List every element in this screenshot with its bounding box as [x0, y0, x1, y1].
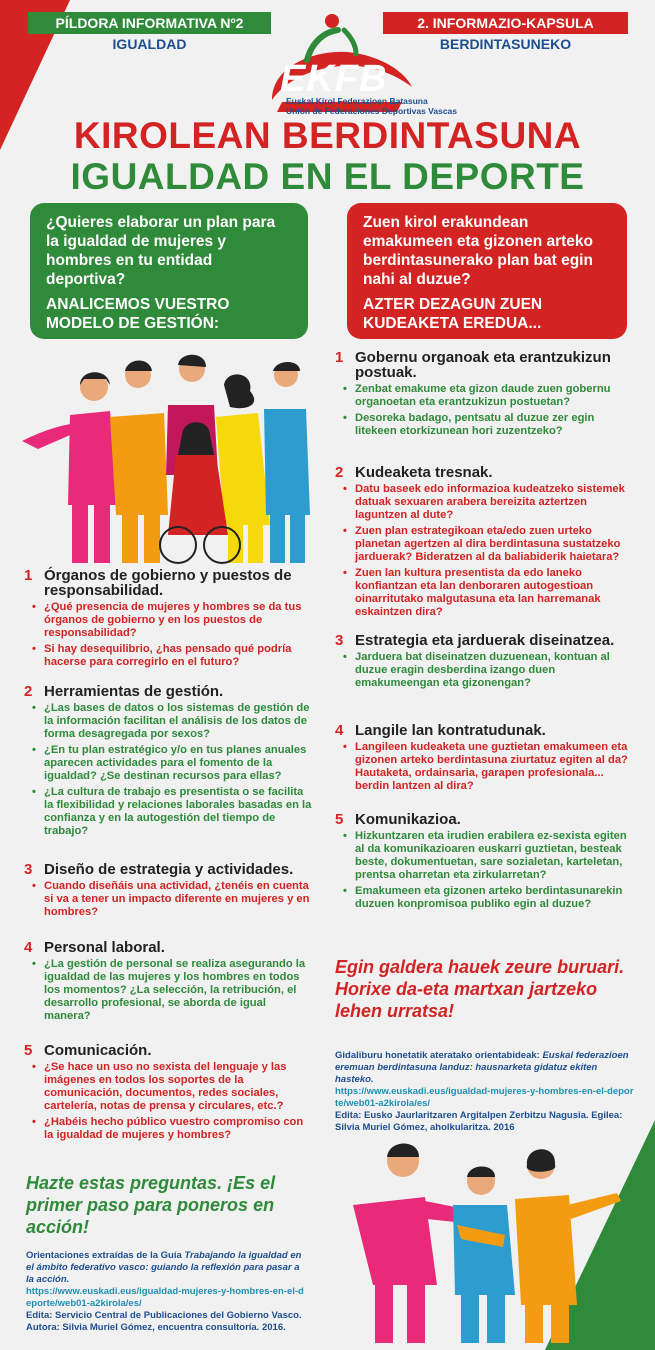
section-es-3 [24, 862, 314, 922]
source-credit: Edita: Eusko Jaurlaritzaren Argitalpen Zerbitzu Nagusia. Egilea: Silvia Muriel Gómez, aholkularitza. 2016 [335, 1110, 623, 1133]
source-link[interactable]: https://www.euskadi.eus/igualdad-mujeres-y-hombres-en-el-deporte/web01-a2kirola/es/ [335, 1086, 634, 1109]
section-title: Komunikazioa. [355, 811, 461, 828]
list-item: • ¿Se hace un uso no sexista del lenguaje y las imágenes en todos los soportes de la comunicación, documentos, redes sociales, cartelería, notas de prensa y circulares, etc.? [44, 1061, 314, 1113]
source-prefix: Gidaliburu honetatik ateratako orientabideak: [335, 1050, 543, 1061]
section-number: 2 [24, 683, 33, 700]
section-eu-3 [335, 633, 635, 693]
source-guide: Euskal federazioen eremuan berdintasuna landuz: hausnarketa gidatuz ekiten hasteko. [335, 1050, 629, 1085]
people-hugging-illustration [345, 1135, 635, 1345]
section-number: 2 [335, 464, 344, 481]
list-item: • ¿En tu plan estratégico y/o en tus planes anuales aparecen actividades para el fomento de la igualdad? ¿Se destinan recursos para ellas? [44, 744, 314, 783]
intro-box-eu [347, 203, 627, 339]
header-sub-eu: BERDINTASUNEKO [439, 36, 572, 52]
list-item: • Desoreka badago, pentsatu al duzue zer egin litekeen etorkizunean hori zuzentzeko? [355, 412, 635, 438]
intro-call-eu: AZTER DEZAGUN ZUEN KUDEAKETA EREDUA... [363, 296, 543, 332]
list-item: • Cuando diseñáis una actividad, ¿tenéis en cuenta si va a tener un impacto diferente en mujeres y en hombres? [44, 880, 314, 919]
list-item: • Hizkuntzaren eta irudien erabilera ez-sexista egiten al da komunikazioaren euskarri guztietan, besteak beste, dokumentuetan, sare sozialetan, karteletan, prentsa oharretan eta zirkularretan? [355, 830, 635, 882]
source-eu [335, 1050, 635, 1134]
header-label-es: PÍLDORA INFORMATIVA Nº2 [28, 12, 271, 34]
cta-eu: Egin galdera hauek zeure buruari. Horixe da-eta martxan jartzeko lehen urratsa! [335, 957, 625, 1021]
list-item: • ¿Las bases de datos o los sistemas de gestión de la información facilitan el análisis de los datos de forma desagregada por sexos? [44, 702, 314, 741]
intro-box-es [30, 203, 308, 339]
section-title: Herramientas de gestión. [44, 683, 224, 700]
list-item: • Jarduera bat diseinatzen duzuenean, kontuan al duzue eragin desberdina izango duen emakumeengan eta gizonengan? [355, 651, 635, 690]
logo-name: EKFB [280, 58, 388, 100]
section-number: 3 [24, 861, 33, 878]
logo-line1: Euskal Kirol Federazioen Batasuna [286, 96, 428, 106]
section-number: 4 [335, 722, 344, 739]
list-item: • ¿Habéis hecho público vuestro compromiso con la igualdad de mujeres y hombres? [44, 1116, 314, 1142]
source-link[interactable]: https://www.euskadi.eus/igualdad-mujeres-y-hombres-en-el-deporte/web01-a2kirola/es/ [26, 1286, 304, 1309]
section-number: 1 [24, 567, 33, 584]
title-es: IGUALDAD EN EL DEPORTE [70, 156, 585, 197]
section-eu-5 [335, 812, 635, 914]
list-item: • Si hay desequilibrio, ¿has pensado qué podría hacerse para corregirlo en el futuro? [44, 643, 314, 669]
section-number: 5 [335, 811, 344, 828]
section-title: Estrategia eta jarduerak diseinatzea. [355, 632, 615, 649]
list-item: • ¿Qué presencia de mujeres y hombres se da tus órganos de gobierno y en los puestos de responsabilidad? [44, 601, 314, 640]
list-item: • ¿La cultura de trabajo es presentista o se facilita la flexibilidad y relaciones laborales basadas en la confianza y en la autogestión del tiempo de trabajo? [44, 786, 314, 838]
list-item: • Emakumeen eta gizonen arteko berdintasunarekin duzuen konpromisoa publiko egin al duzue? [355, 885, 635, 911]
intro-call-es: ANALICEMOS VUESTRO MODELO DE GESTIÓN: [46, 296, 230, 332]
list-item: • Datu baseek edo informazioa kudeatzeko sistemek datuak sexuaren arabera bereizita aztertzen laguntzen al dute? [355, 483, 635, 522]
source-guide: Trabajando la igualdad en el ámbito federativo vasco: guiando la reflexión para pasar a la acción. [26, 1250, 302, 1285]
cta-es: Hazte estas preguntas. ¡Es el primer paso para poneros en acción! [26, 1173, 276, 1237]
source-prefix: Orientaciones extraídas de la Guía [26, 1250, 185, 1261]
section-es-2 [24, 684, 314, 841]
section-number: 5 [24, 1042, 33, 1059]
header-label-eu: 2. INFORMAZIO-KAPSULA [383, 12, 628, 34]
list-item: • Zuen lan kultura presentista da edo laneko konfiantzan eta lan denboraren autogestioan oinarritutako malgutasuna eta lan harremanak eskaintzen dira? [355, 567, 635, 619]
section-eu-1 [335, 350, 635, 441]
title-eu: KIROLEAN BERDINTASUNA [73, 115, 582, 156]
section-title: Gobernu organoak eta erantzukizun postuak. [355, 349, 611, 381]
section-es-5 [24, 1043, 314, 1145]
section-title: Kudeaketa tresnak. [355, 464, 493, 481]
list-item: • Zuen plan estrategikoan eta/edo zuen urteko planetan agertzen al dira berdintasuna sustatzeko jarduerak? Bideratzen al da baliabiderik haietara? [355, 525, 635, 564]
list-item: • Langileen kudeaketa une guztietan emakumeen eta gizonen arteko berdintasuna ziurtatuz egiten al da? Hautaketa, ordainsaria, garapen profesionala... berdin lantzen al dira? [355, 741, 635, 793]
logo-line2: Unión de Federaciones Deportivas Vascas [286, 106, 458, 116]
list-item: • Zenbat emakume eta gizon daude zuen gobernu organoetan eta erantzukizun postuetan? [355, 383, 635, 409]
intro-question-es: ¿Quieres elaborar un plan para la igualdad de mujeres y hombres en tu entidad deportiva? [46, 214, 276, 288]
section-eu-2 [335, 465, 635, 622]
header-sub-es: IGUALDAD [112, 36, 187, 52]
section-number: 3 [335, 632, 344, 649]
section-number: 1 [335, 349, 344, 366]
section-title: Comunicación. [44, 1042, 152, 1059]
section-eu-4 [335, 723, 635, 796]
section-es-4 [24, 940, 314, 1026]
source-es [26, 1250, 306, 1334]
section-es-1 [24, 568, 314, 672]
section-title: Langile lan kontratudunak. [355, 722, 546, 739]
section-title: Órganos de gobierno y puestos de responsabilidad. [44, 567, 292, 599]
section-title: Diseño de estrategia y actividades. [44, 861, 294, 878]
list-item: • ¿La gestión de personal se realiza asegurando la igualdad de las mujeres y los hombres en todos los momentos? ¿La selección, la retribución, el desarrollo profesional, se aborda de igual manera? [44, 958, 314, 1023]
section-title: Personal laboral. [44, 939, 165, 956]
source-credit: Edita: Servicio Central de Publicaciones del Gobierno Vasco. Autora: Silvia Muriel Gómez, encuentra consultoría. 2016. [26, 1310, 302, 1333]
people-group-illustration [18, 345, 318, 567]
section-number: 4 [24, 939, 33, 956]
intro-question-eu: Zuen kirol erakundean emakumeen eta gizonen arteko berdintasunerako plan bat egin nahi al duzue? [363, 214, 593, 288]
